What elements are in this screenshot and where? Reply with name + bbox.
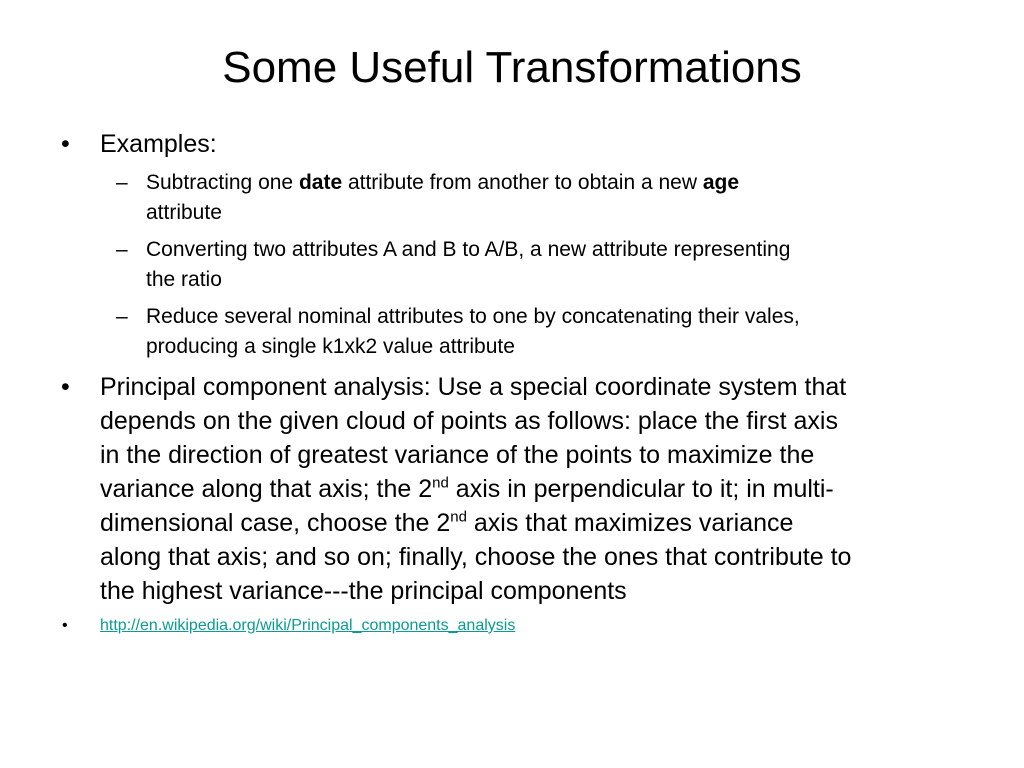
dash-marker: – bbox=[116, 171, 128, 194]
ordinal-suffix: nd bbox=[450, 508, 467, 526]
slide: Some Useful Transformations • Examples: – Subtracting one date attribute from another to obtain a new age attribute – Converting two attributes A and B to A/B, a new attribute representing the ratio – Reduce several nominal attributes to one by concatenating their vales, producing a single k1xk2 value attribute • Principal component analysis: Use a special coordinate system that depends on the given cloud of points as follows: place the first axis in the direction of greatest variance of the points to maximize the variance along that axis; the 2nd axis in perpendicular to it; in multi- dimensional case, choose the 2nd axis that maximizes variance along that axis; and so on; finally, choose the ones that contribute to the highest variance---the principal components • http://en.wikipedia.org/wiki/Principal_components_analysis bbox=[0, 0, 1024, 768]
bullet-marker: • bbox=[61, 373, 70, 401]
pca-line: Principal component analysis: Use a special coordinate system that bbox=[100, 373, 847, 401]
pca-line: dimensional case, choose the 2nd axis that maximizes variance bbox=[100, 508, 794, 537]
pca-line: depends on the given cloud of points as follows: place the first axis bbox=[100, 407, 838, 435]
dash-marker: – bbox=[116, 305, 128, 328]
dash-marker: – bbox=[116, 238, 128, 261]
pca-line: along that axis; and so on; finally, choose the ones that contribute to bbox=[100, 543, 852, 571]
wikipedia-pca-link[interactable]: http://en.wikipedia.org/wiki/Principal_components_analysis bbox=[100, 617, 516, 634]
bullet-marker: • bbox=[62, 617, 68, 634]
slide-title: Some Useful Transformations bbox=[222, 43, 802, 92]
ordinal-suffix: nd bbox=[432, 474, 449, 492]
examples-label: Examples: bbox=[100, 130, 217, 158]
bullet-marker: • bbox=[61, 130, 70, 158]
sub-bullet-line: Subtracting one date attribute from another to obtain a new age bbox=[146, 171, 740, 194]
pca-line: the highest variance---the principal components bbox=[100, 577, 627, 605]
date-keyword: date bbox=[298, 171, 343, 194]
age-keyword: age bbox=[702, 171, 740, 194]
pca-line: variance along that axis; the 2nd axis in perpendicular to it; in multi- bbox=[100, 474, 834, 503]
pca-line: in the direction of greatest variance of the points to maximize the bbox=[100, 441, 815, 469]
